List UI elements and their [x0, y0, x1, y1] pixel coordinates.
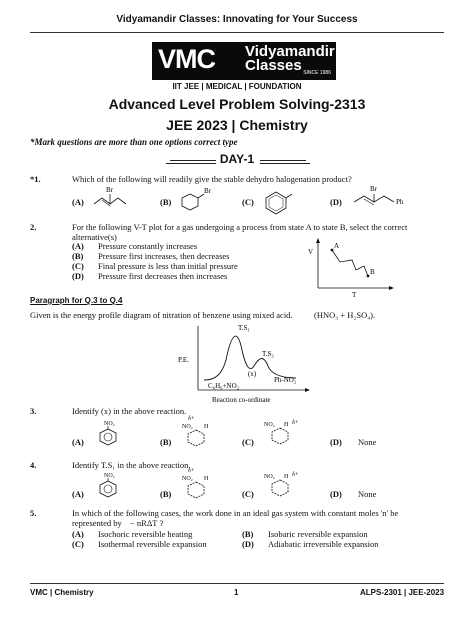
q3b-delta: δ+ — [188, 416, 195, 422]
q1-number: *1. — [30, 174, 41, 184]
q4b-no2: NO₂ — [182, 476, 193, 482]
paragraph-text: Given is the energy profile diagram of nitration of benzene using mixed acid. — [30, 310, 293, 320]
q3c-delta: δ+ — [292, 420, 299, 426]
instruction-note: *Mark questions are more than one options correct type — [30, 137, 238, 147]
energy-profile-diagram — [176, 320, 326, 406]
q2-option-a — [72, 241, 198, 251]
q5-option-b — [242, 529, 368, 539]
vt-point-a: A — [334, 242, 340, 250]
q3-structure-b — [178, 414, 222, 448]
q3a-no2: NO₂ — [104, 421, 115, 427]
q4-text: Identify T.S₁ in the above reaction. — [72, 460, 191, 470]
q1-structure-c — [262, 186, 298, 216]
ep-ts2-label: T.S₂ — [262, 350, 274, 358]
q3-option-d: (D) — [330, 437, 342, 447]
q5-option-b-text: Isobaric reversible expansion — [268, 529, 368, 539]
q5-option-c-text: Isothermal reversible expansion — [98, 539, 207, 549]
q4a-no2: NO₂ — [104, 473, 115, 479]
q3-number: 3. — [30, 406, 37, 416]
ep-y-label: P.E. — [178, 356, 189, 364]
ep-reactant-label: C₆H₆+NO₂ — [208, 382, 240, 390]
logo-since: SINCE 1986 — [303, 70, 331, 76]
q5-formula: − nRΔT ? — [130, 518, 164, 528]
q4b-h: H — [204, 476, 209, 482]
q1d-br-label: Br — [370, 185, 377, 193]
q5-number: 5. — [30, 508, 37, 518]
q4-option-c: (C) — [242, 489, 254, 499]
q4-structure-b — [178, 466, 222, 500]
q5-option-d — [242, 539, 379, 549]
q3c-h: H — [284, 422, 289, 428]
q4-option-d-text: None — [358, 489, 377, 499]
q2-option-d-label: (D) — [72, 271, 84, 281]
q3b-no2: NO₂ — [182, 424, 193, 430]
q4c-h: H — [284, 474, 289, 480]
q1b-br-label: Br — [204, 187, 211, 195]
q1-option-c: (C) — [242, 197, 254, 207]
q4-option-a: (A) — [72, 489, 84, 499]
q2-option-b-text: Pressure first increases, then decreases — [98, 251, 230, 261]
ep-intermediate-label: (x) — [248, 370, 257, 378]
q1-option-a: (A) — [72, 197, 84, 207]
q2-option-c-label: (C) — [72, 261, 84, 271]
paragraph-heading: Paragraph for Q.3 to Q.4 — [30, 296, 123, 305]
q3-option-b: (B) — [160, 437, 172, 447]
vt-point-b: B — [370, 268, 375, 276]
q5-option-d-label: (D) — [242, 539, 254, 549]
q4b-delta: δ+ — [188, 468, 195, 474]
logo-name — [245, 45, 335, 73]
q5-option-d-text: Adiabatic irreversible expansion — [268, 539, 379, 549]
day-right-rule-2 — [260, 163, 310, 164]
q2-option-c — [72, 261, 238, 271]
q2-option-d-text: Pressure first decreases then increases — [98, 271, 228, 281]
q2-option-b-label: (B) — [72, 251, 84, 261]
footer-divider — [30, 583, 444, 584]
day-right-rule — [260, 160, 306, 161]
q5-option-b-label: (B) — [242, 529, 254, 539]
q4-option-b: (B) — [160, 489, 172, 499]
footer-page-number: 1 — [234, 588, 239, 597]
q1-option-d: (D) — [330, 197, 342, 207]
q1-option-b: (B) — [160, 197, 172, 207]
ep-ts1-label: T.S₁ — [238, 324, 250, 332]
q4-structure-c — [262, 470, 306, 500]
q1-structure-b — [178, 184, 218, 214]
q2-option-a-label: (A) — [72, 241, 84, 251]
vt-y-label: V — [308, 248, 314, 256]
document-subtitle: JEE 2023 | Chemistry — [166, 117, 308, 133]
q5-text-line1: In which of the following cases, the work done in an ideal gas system with constant moles 'n' be — [72, 508, 399, 518]
q5-option-a-text: Isochoric reversible heating — [98, 529, 193, 539]
day-heading: DAY-1 — [219, 152, 255, 166]
q3-structure-a — [94, 418, 124, 448]
tagline: IIT JEE | MEDICAL | FOUNDATION — [172, 82, 302, 91]
q2-text-line1: For the following V-T plot for a gas undergoing a process from state A to state B, select the correct — [72, 222, 408, 232]
q5-option-a-label: (A) — [72, 529, 84, 539]
q3b-h: H — [204, 424, 209, 430]
vt-plot — [304, 236, 400, 300]
q5-text-line2: represented by — [72, 518, 122, 528]
q1-structure-d — [350, 182, 440, 214]
q5-option-c — [72, 539, 207, 549]
footer-left: VMC | Chemistry — [30, 588, 94, 597]
q2-option-b — [72, 251, 230, 261]
q3-text: Identify (x) in the above reaction. — [72, 406, 187, 416]
q4c-delta: δ+ — [292, 472, 299, 478]
q1-structure-a — [92, 184, 142, 212]
vt-curve — [332, 250, 368, 276]
footer-right: ALPS-2301 | JEE-2023 — [360, 588, 445, 597]
q5-option-c-label: (C) — [72, 539, 84, 549]
q2-option-a-text: Pressure constantly increases — [98, 241, 198, 251]
q4c-no2: NO₂ — [264, 474, 275, 480]
ep-product-label: Ph-NO₂ — [274, 376, 297, 384]
paragraph-formula: (HNO₃ + H₂SO₄). — [314, 310, 376, 320]
q4-option-d: (D) — [330, 489, 342, 499]
q3-option-c: (C) — [242, 437, 254, 447]
q1a-br-label: Br — [106, 186, 113, 194]
ep-x-label: Reaction co-ordinate — [212, 396, 271, 404]
logo-name-line1: Vidyamandir — [245, 43, 335, 60]
q2-option-c-text: Final pressure is less than initial pressure — [98, 261, 238, 271]
q3-option-a: (A) — [72, 437, 84, 447]
page-header: Vidyamandir Classes: Innovating for Your Success — [116, 14, 358, 25]
q4-structure-a — [94, 470, 124, 500]
q1d-ph-label: Ph — [396, 198, 404, 206]
q2-text-line2: alternative(s) — [72, 232, 117, 242]
q4-number: 4. — [30, 460, 37, 470]
logo-brand: VMC — [158, 44, 215, 74]
vmc-logo — [152, 42, 336, 80]
document-title: Advanced Level Problem Solving-2313 — [108, 96, 366, 112]
q1-text: Which of the following will readily give the stable dehydro halogenation product? — [72, 174, 352, 184]
header-divider — [30, 32, 444, 33]
q3c-no2: NO₂ — [264, 422, 275, 428]
q2-option-d — [72, 271, 228, 281]
logo-name-line2: Classes — [245, 57, 302, 74]
q3-structure-c — [262, 418, 306, 448]
q2-number: 2. — [30, 222, 37, 232]
q5-option-a — [72, 529, 193, 539]
q3-option-d-text: None — [358, 437, 377, 447]
vt-x-label: T — [352, 291, 357, 299]
